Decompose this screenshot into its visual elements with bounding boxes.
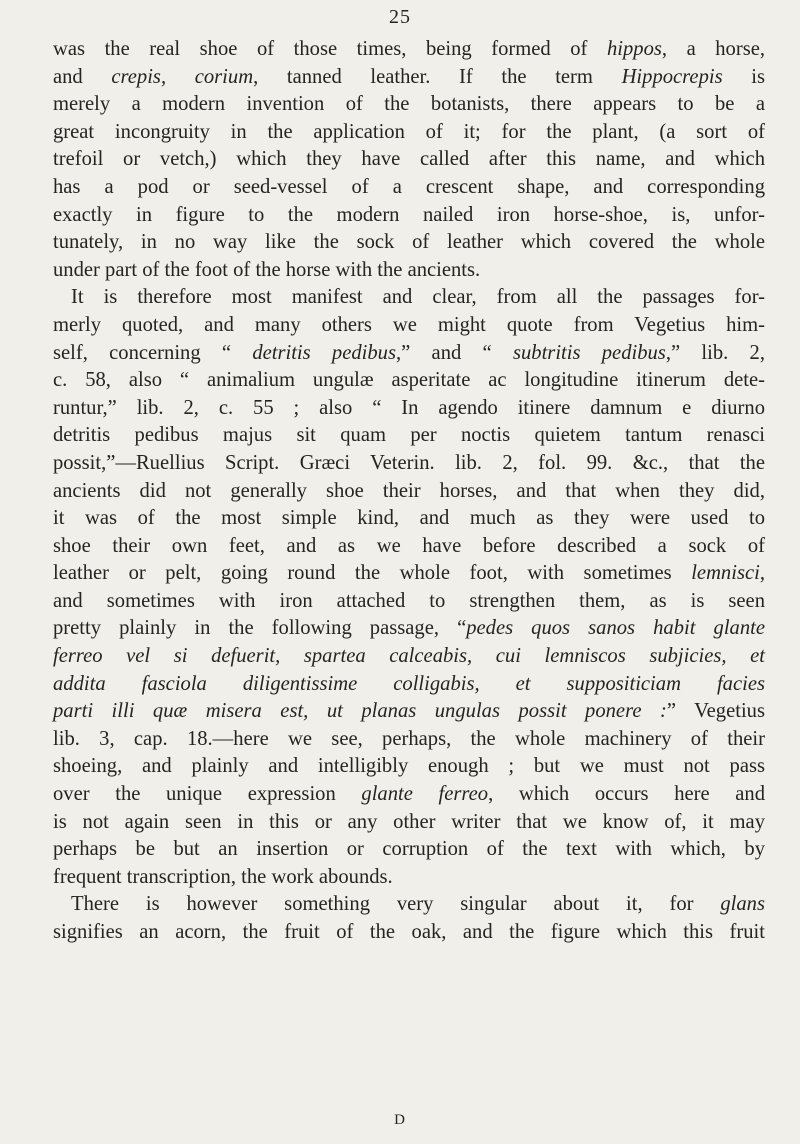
text-line — [53, 726, 765, 754]
text-line — [53, 36, 765, 64]
text-segment: under part of the foot of the horse with the ancients. — [53, 258, 481, 281]
text-line — [53, 367, 765, 395]
text-segment: trefoil or vetch,) which they have called after this name, and which — [53, 148, 765, 171]
italic-text: parti illi quæ misera est, ut planas ungulas possit ponere : — [53, 700, 667, 723]
text-line — [53, 395, 765, 423]
text-segment: has a pod or seed-vessel of a crescent shape, and corresponding — [53, 175, 765, 198]
italic-text: detritis pedibus — [252, 341, 396, 364]
text-line — [53, 588, 765, 616]
text-line — [53, 174, 765, 202]
text-segment: , tanned leather. If the term — [253, 65, 622, 88]
text-line — [53, 919, 765, 947]
text-line — [53, 698, 765, 726]
text-segment: signifies an acorn, the fruit of the oak, and the figure which this fruit — [53, 921, 765, 943]
text-segment: frequent transcription, the work abounds. — [53, 865, 393, 888]
text-segment: , a horse, — [661, 38, 766, 60]
text-segment: is — [722, 65, 765, 88]
text-segment: self, concerning “ — [53, 341, 253, 364]
text-line — [53, 340, 765, 368]
italic-text: glans — [720, 893, 765, 916]
text-segment: , which occurs here and — [488, 783, 765, 806]
text-line — [53, 753, 765, 781]
text-segment: exactly in figure to the modern nailed iron horse-shoe, is, unfor- — [53, 203, 765, 226]
text-segment: detritis pedibus majus sit quam per noctis quietem tantum renasci — [53, 424, 765, 447]
text-segment: , — [160, 65, 195, 88]
text-segment: It is therefore most manifest and clear, from all the passages for- — [71, 286, 765, 309]
text-segment: ,” and “ — [396, 341, 513, 364]
text-segment: c. 58, also “ animalium ungulæ asperitate ac longitudine itinerum dete- — [53, 369, 765, 392]
text-segment: over the unique expression — [53, 783, 362, 806]
italic-text: glante ferreo — [361, 783, 489, 806]
text-segment: merely a modern invention of the botanists, there appears to be a — [53, 93, 765, 116]
text-line — [53, 284, 765, 312]
italic-text: crepis — [111, 65, 161, 88]
text-segment: runtur,” lib. 2, c. 55 ; also “ In agendo itinere damnum e diurno — [53, 396, 765, 419]
text-line — [53, 202, 765, 230]
text-line — [53, 891, 765, 919]
text-line — [53, 91, 765, 119]
text-line — [53, 836, 765, 864]
text-segment: is not again seen in this or any other writer that we know of, it may — [53, 810, 765, 833]
italic-text: pedes quos sanos habit glante — [466, 617, 765, 640]
page-number: 25 — [389, 6, 411, 28]
text-line — [53, 615, 765, 643]
text-line — [53, 229, 765, 257]
text-segment: pretty plainly in the following passage, “ — [53, 617, 467, 640]
text-line — [53, 257, 765, 285]
text-segment: , — [759, 562, 765, 585]
text-line — [53, 781, 765, 809]
text-segment: shoeing, and plainly and intelligibly enough ; but we must not pass — [53, 755, 765, 778]
text-line — [53, 809, 765, 837]
text-line — [53, 119, 765, 147]
text-segment: and sometimes with iron attached to strengthen them, as is seen — [53, 589, 765, 612]
text-segment: great incongruity in the application of it; for the plant, (a sort of — [53, 120, 765, 143]
text-segment: and — [53, 65, 112, 88]
italic-text: ferreo vel si defuerit, spartea calceabis, cui lemniscos subjicies, et — [53, 645, 765, 668]
text-segment: perhaps be but an insertion or corruption of the text with which, by — [53, 838, 765, 861]
italic-text: subtritis pedibus — [512, 341, 666, 364]
signature-mark: D — [394, 1112, 406, 1128]
text-line — [53, 505, 765, 533]
text-line — [53, 64, 765, 92]
italic-text: hippos — [606, 38, 662, 60]
italic-text: lemnisci — [691, 562, 760, 585]
text-line — [53, 312, 765, 340]
text-segment: ” Vegetius — [666, 700, 765, 723]
text-segment: it was of the most simple kind, and much as they were used to — [53, 507, 765, 530]
text-line — [53, 146, 765, 174]
body-text — [53, 36, 765, 947]
italic-text: corium — [194, 65, 254, 88]
text-segment: ,” lib. 2, — [665, 341, 765, 364]
text-segment: ancients did not generally shoe their horses, and that when they did, — [53, 479, 765, 502]
text-line — [53, 478, 765, 506]
text-line — [53, 643, 765, 671]
text-line — [53, 671, 765, 699]
text-segment: leather or pelt, going round the whole foot, with sometimes — [53, 562, 692, 585]
text-segment: merly quoted, and many others we might quote from Vegetius him- — [53, 313, 765, 336]
text-line — [53, 533, 765, 561]
text-line — [53, 450, 765, 478]
text-line — [53, 422, 765, 450]
italic-text: Hippocrepis — [621, 65, 723, 88]
text-segment: shoe their own feet, and as we have before described a sock of — [53, 534, 765, 557]
italic-text: addita fasciola diligentissime colligabis, et suppositiciam facies — [53, 672, 765, 695]
text-line — [53, 864, 765, 892]
text-line — [53, 560, 765, 588]
text-segment: possit,”—Ruellius Script. Græci Veterin. lib. 2, fol. 99. &c., that the — [53, 451, 765, 474]
text-segment: There is however something very singular about it, for — [71, 893, 721, 916]
text-segment: lib. 3, cap. 18.—here we see, perhaps, the whole machinery of their — [53, 727, 765, 750]
text-segment: was the real shoe of those times, being formed of — [53, 38, 607, 60]
text-segment: tunately, in no way like the sock of leather which covered the whole — [53, 231, 765, 254]
